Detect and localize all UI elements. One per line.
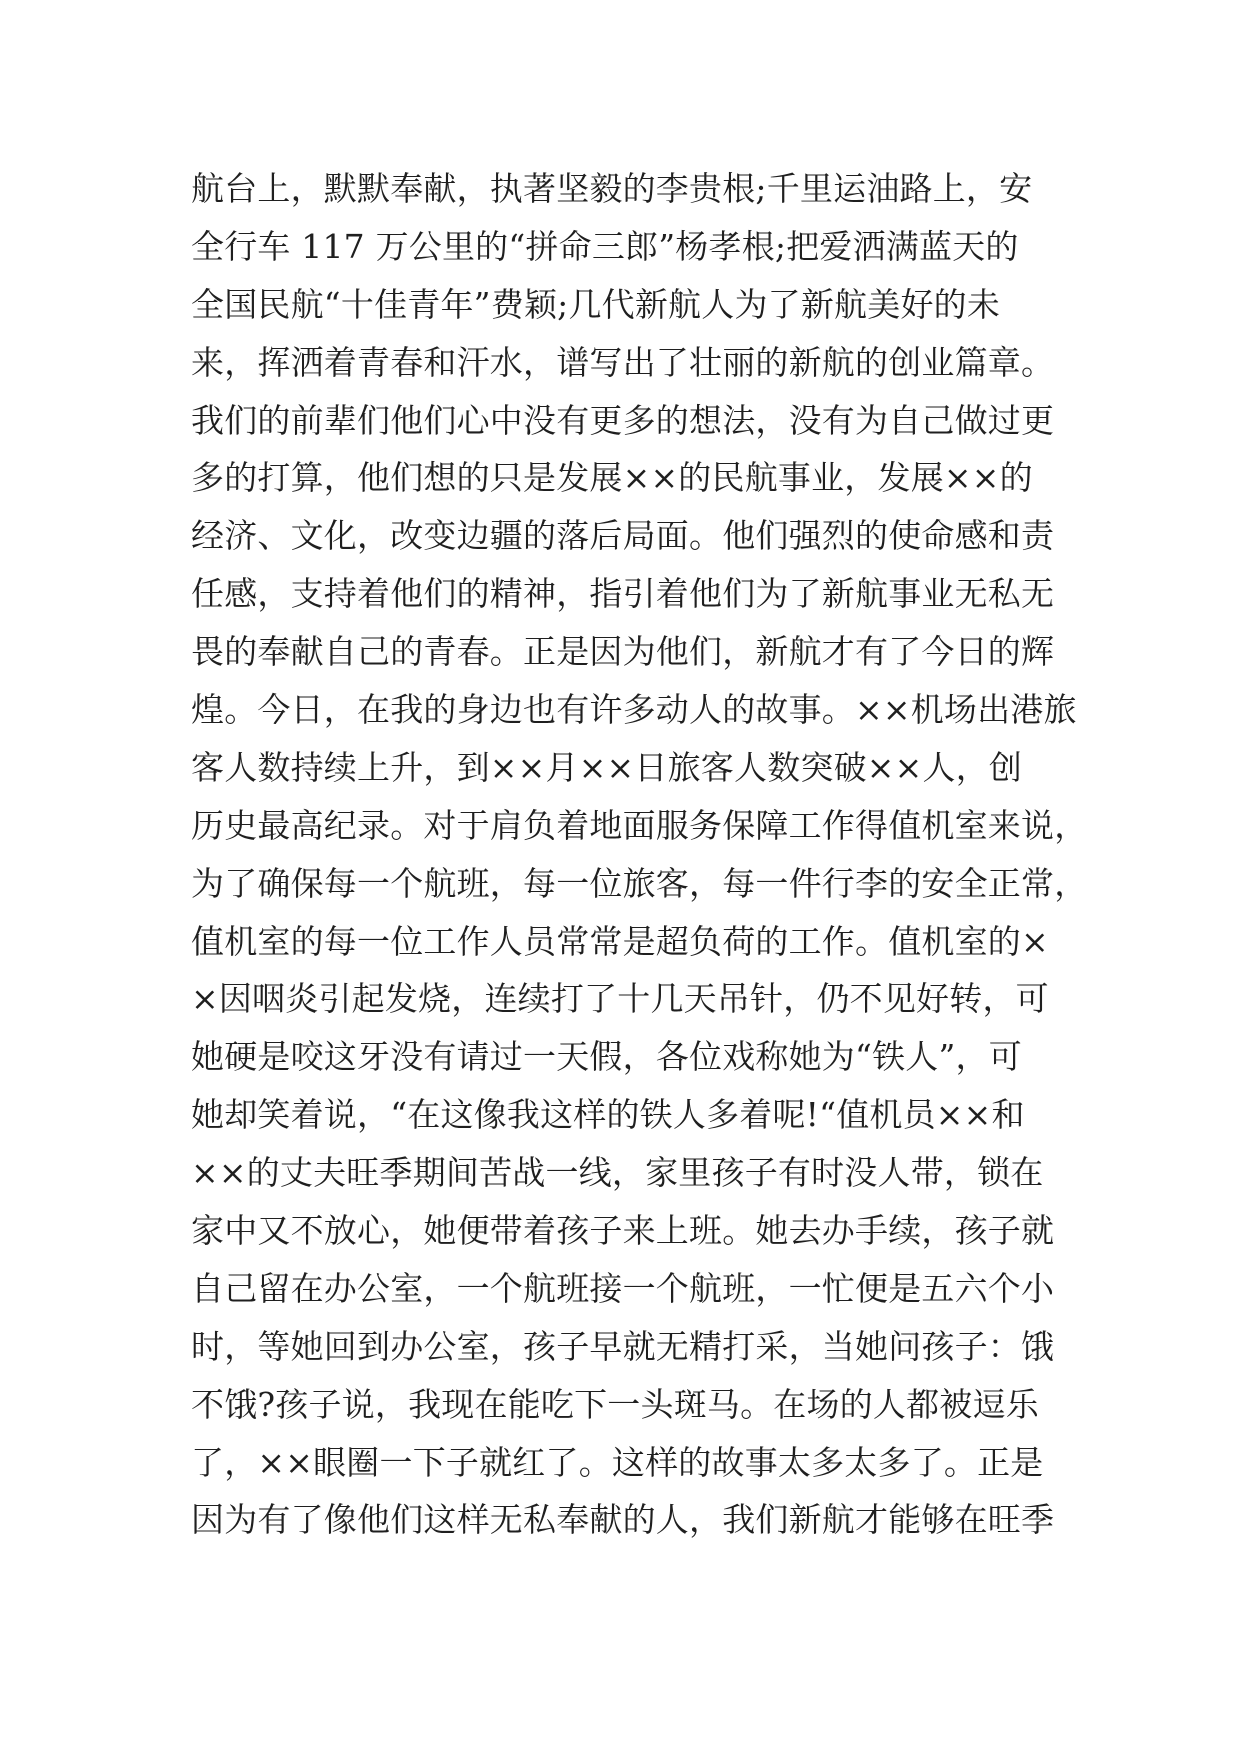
text-line: 家中又不放心，她便带着孩子来上班。她去办手续，孩子就 <box>191 1211 1055 1251</box>
text-line: 时，等她回到办公室，孩子早就无精打采，当她问孩子：饿 <box>191 1326 1055 1366</box>
text-line: 不饿?孩子说，我现在能吃下一头斑马。在场的人都被逗乐 <box>191 1384 1039 1424</box>
text-line: 她硬是咬这牙没有请过一天假，各位戏称她为“铁人”，可 <box>191 1037 1022 1077</box>
text-line: 为了确保每一个航班，每一位旅客，每一件行李的安全正常， <box>191 863 1088 903</box>
text-line: 自己留在办公室，一个航班接一个航班，一忙便是五六个小 <box>191 1268 1055 1308</box>
text-line: 航台上，默默奉献，执著坚毅的李贵根;千里运油路上，安 <box>191 169 1033 208</box>
text-line: ×因咽炎引起发烧，连续打了十几天吊针，仍不见好转，可 <box>191 979 1049 1019</box>
text-line: 全行车 117 万公里的“拼命三郎”杨孝根;把爱洒满蓝天的 <box>191 226 1019 266</box>
text-line: ××的丈夫旺季期间苦战一线，家里孩子有时没人带，锁在 <box>191 1153 1044 1193</box>
text-line: 历史最高纪录。对于肩负着地面服务保障工作得值机室来说， <box>191 805 1088 845</box>
text-line: 任感，支持着他们的精神，指引着他们为了新航事业无私无 <box>191 574 1055 614</box>
text-line: 我们的前辈们他们心中没有更多的想法，没有为自己做过更 <box>191 400 1055 440</box>
text-line: 来，挥洒着青春和汗水，谱写出了壮丽的新航的创业篇章。 <box>191 342 1055 382</box>
text-line: 多的打算，他们想的只是发展××的民航事业，发展××的 <box>191 458 1033 498</box>
text-line: 客人数持续上升，到××月××日旅客人数突破××人，创 <box>191 747 1023 787</box>
text-line: 值机室的每一位工作人员常常是超负荷的工作。值机室的× <box>191 921 1049 961</box>
text-line: 了，××眼圈一下子就红了。这样的故事太多太多了。正是 <box>191 1442 1044 1482</box>
text-line: 因为有了像他们这样无私奉献的人，我们新航才能够在旺季 <box>191 1500 1055 1540</box>
text-line: 煌。今日，在我的身边也有许多动人的故事。××机场出港旅 <box>191 690 1077 730</box>
text-line: 全国民航“十佳青年”费颖;几代新航人为了新航美好的未 <box>191 284 1001 324</box>
text-line: 畏的奉献自己的青春。正是因为他们，新航才有了今日的辉 <box>191 632 1055 672</box>
text-line: 经济、文化，改变边疆的落后局面。他们强烈的使命感和责 <box>191 516 1055 556</box>
body-text <box>191 160 1088 1549</box>
text-line: 她却笑着说，“在这像我这样的铁人多着呢!“值机员××和 <box>191 1095 1025 1135</box>
